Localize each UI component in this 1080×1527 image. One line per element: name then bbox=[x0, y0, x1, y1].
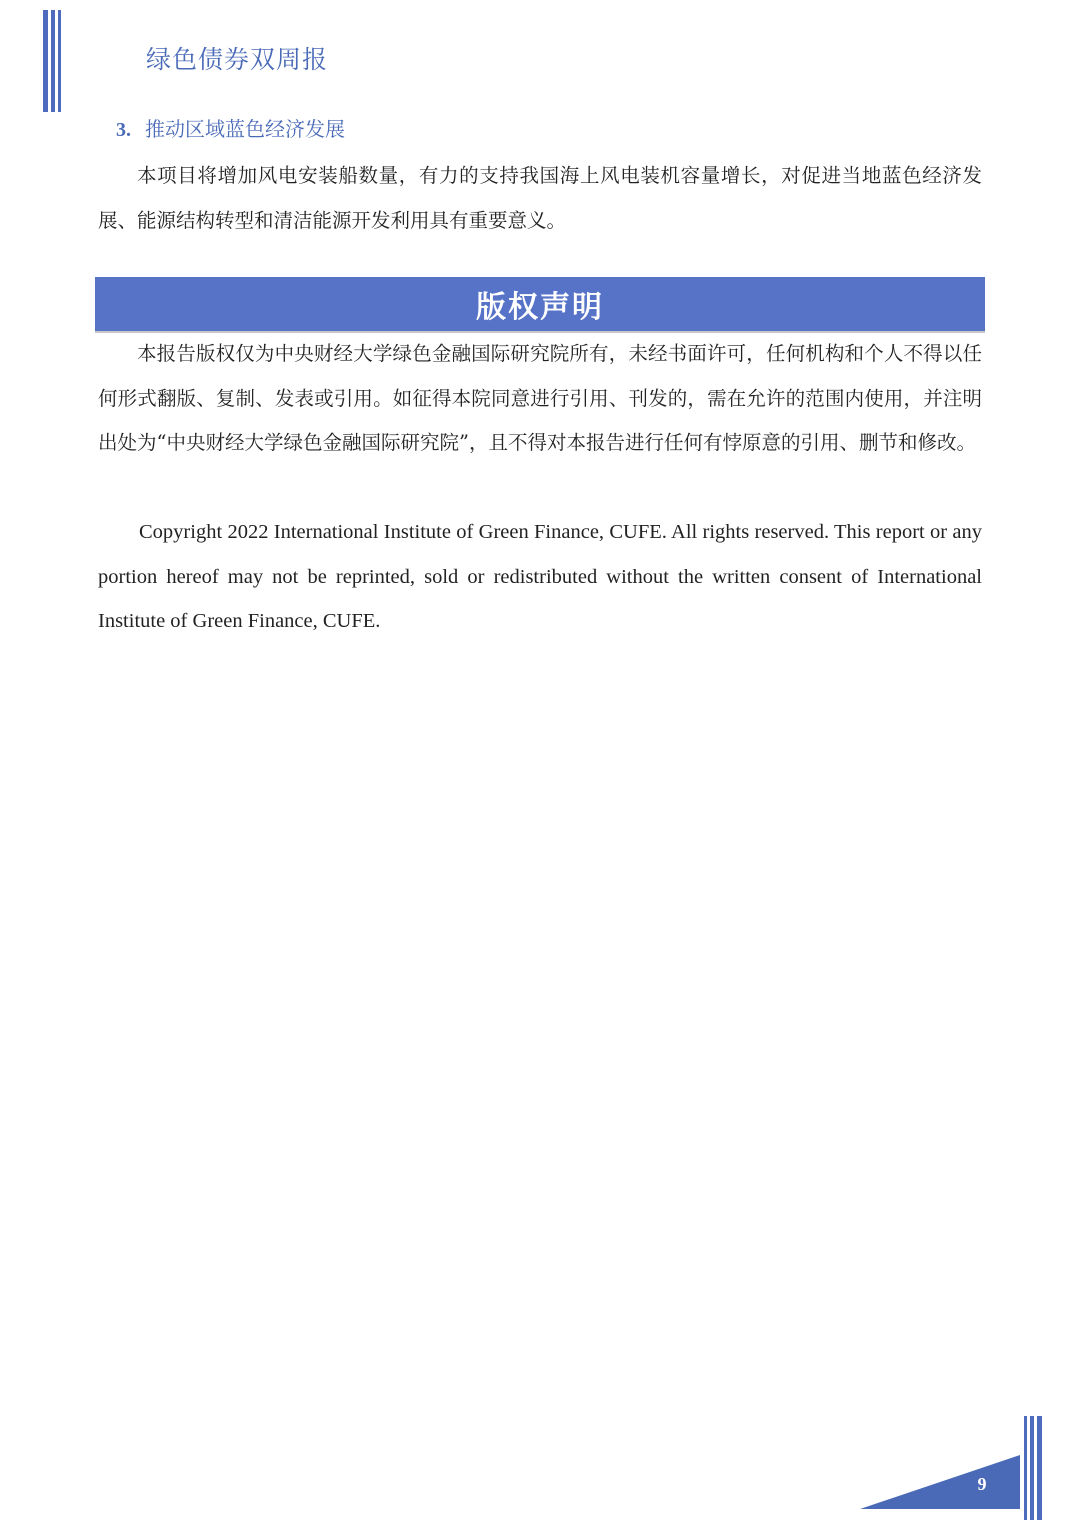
section-paragraph: 本项目将增加风电安装船数量，有力的支持我国海上风电装机容量增长，对促进当地蓝色经济发展、能源结构转型和清洁能源开发利用具有重要意义。 bbox=[98, 164, 982, 232]
page-number: 9 bbox=[977, 1474, 987, 1494]
header-decorative-bars bbox=[43, 10, 63, 112]
footer-decorative-bars bbox=[1024, 1416, 1044, 1520]
copyright-banner-title: 版权声明 bbox=[476, 290, 604, 325]
copyright-chinese-text: 本报告版权仅为中央财经大学绿色金融国际研究院所有，未经书面许可，任何机构和个人不得以任何形式翻版、复制、发表或引用。如征得本院同意进行引用、刊发的，需在允许的范围内使用，并注明出处为“中央财经大学绿色金融国际研究院”，且不得对本报告进行任何有悖原意的引用、删节和修改。 bbox=[98, 342, 982, 454]
section-heading bbox=[116, 113, 345, 142]
copyright-banner bbox=[95, 277, 985, 333]
copyright-english-text: Copyright 2022 International Institute of Green Finance, CUFE. All rights reserved. This report or any portion hereof may not be reprinted, sold or redistributed without the written consent of International Institute of Green Finance, CUFE. bbox=[98, 521, 982, 632]
footer-triangle-decoration bbox=[860, 1455, 1020, 1509]
section-number: 3. bbox=[116, 119, 131, 141]
section-title: 推动区域蓝色经济发展 bbox=[145, 117, 345, 141]
report-title: 绿色债券双周报 bbox=[146, 45, 329, 74]
